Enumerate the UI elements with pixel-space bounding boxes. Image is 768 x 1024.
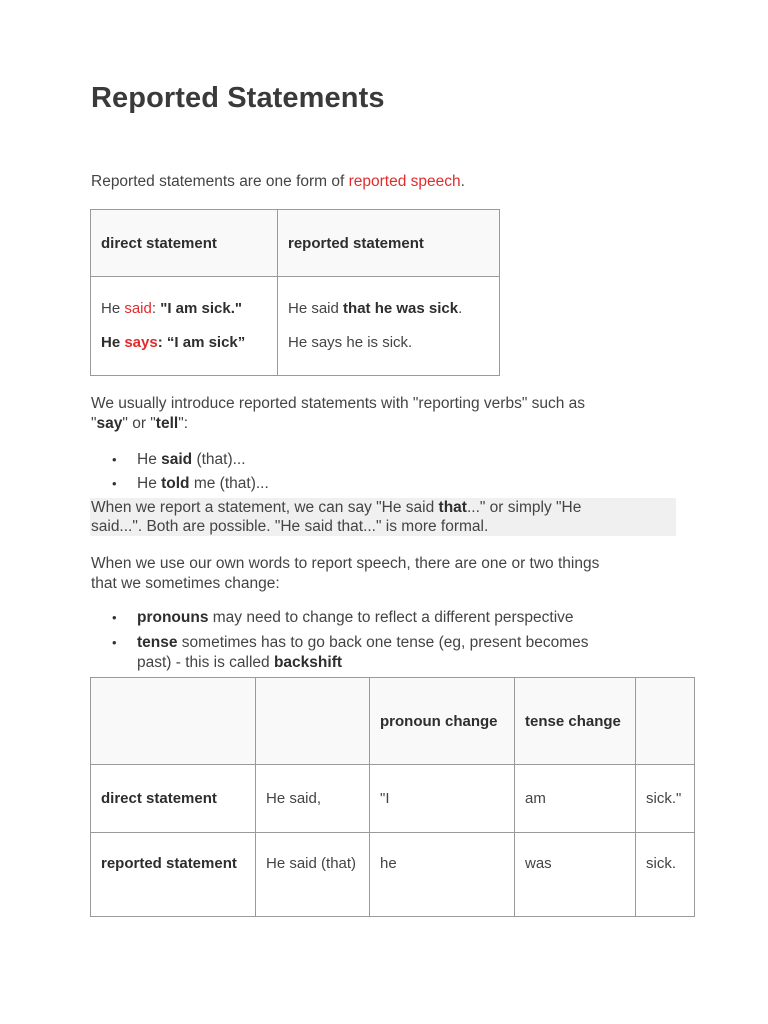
note-text: When we report a statement, we can say "He said that..." or simply "He said...". Both are possible. "He said that..." is more formal. [91, 499, 582, 535]
direct-statements-cell [91, 277, 278, 376]
intro-paragraph [91, 172, 465, 192]
header-direct-statement: direct statement [91, 210, 278, 277]
table-cell: "I [370, 765, 515, 833]
reporting-verbs-list [90, 450, 269, 494]
table-cell: am [515, 765, 636, 833]
table-cell: sick. [636, 833, 695, 917]
changes-list [90, 608, 588, 673]
row-label-reported: reported statement [91, 833, 256, 917]
statements-table [90, 209, 500, 376]
header-tense-change: tense change [515, 678, 636, 765]
says-link[interactable]: says [124, 334, 158, 351]
table-cell: He said (that) [256, 833, 370, 917]
table-row [91, 277, 500, 376]
direct-statement-1: He said: "I am sick." [101, 300, 242, 317]
list-item: • tense sometimes has to go back one tense (eg, present becomes past) - this is called backshift [90, 633, 588, 673]
reported-statement-1: He said that he was sick. [288, 300, 463, 317]
reported-speech-link[interactable]: reported speech [348, 173, 461, 190]
table-header-row [91, 678, 695, 765]
table-header-row [91, 210, 500, 277]
say-word: say [96, 415, 123, 432]
header-cell-empty-2 [256, 678, 370, 765]
list-item: • He told me (that)... [90, 474, 269, 494]
reported-statement-2: He says he is sick. [288, 334, 413, 351]
table-cell: He said, [256, 765, 370, 833]
table-row [91, 765, 695, 833]
intro-text: Reported statements are one form of [91, 173, 349, 190]
table-cell: he [370, 833, 515, 917]
backshift-table [90, 677, 695, 917]
table-cell: sick." [636, 765, 695, 833]
reporting-verbs-paragraph: We usually introduce reported statements with "reporting verbs" such as "say" or "tell": [91, 395, 586, 432]
said-link[interactable]: said [124, 300, 152, 317]
page-title: Reported Statements [91, 82, 385, 114]
intro-end: . [460, 173, 465, 190]
list-item: • pronouns may need to change to reflect a different perspective [90, 608, 588, 628]
changes-paragraph: When we use our own words to report speech, there are one or two things that we sometimes change: [91, 555, 600, 592]
row-label-direct: direct statement [91, 765, 256, 833]
table-row [91, 833, 695, 917]
header-cell-empty-3 [636, 678, 695, 765]
list-item: • He said (that)... [90, 450, 269, 470]
header-cell-empty-1 [91, 678, 256, 765]
reported-statements-cell [278, 277, 500, 376]
header-reported-statement: reported statement [278, 210, 500, 277]
tell-word: tell [155, 415, 179, 432]
direct-statement-2: He says: “I am sick” [101, 334, 246, 351]
header-pronoun-change: pronoun change [370, 678, 515, 765]
table-cell: was [515, 833, 636, 917]
